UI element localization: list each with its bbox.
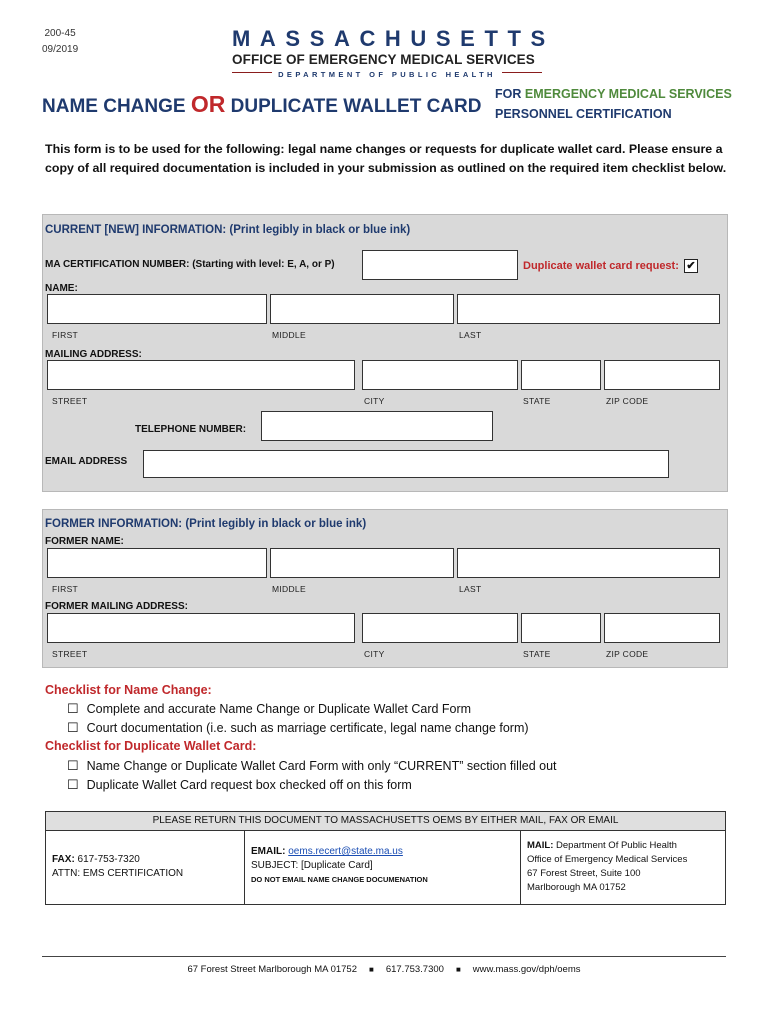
middle-name-input[interactable] [270,294,454,324]
first-name-caption: FIRST [52,330,79,340]
email-address-link[interactable]: oems.recert@state.ma.us [288,846,403,857]
former-last-caption: LAST [459,584,482,594]
zip-input[interactable] [604,360,720,390]
former-mailing-label: FORMER MAILING ADDRESS: [45,601,188,612]
fax-label: FAX: [52,854,75,865]
former-zip-caption: ZIP CODE [606,649,649,659]
cert-number-label: MA CERTIFICATION NUMBER: (Starting with level: E, A, or P) [45,259,335,270]
last-name-caption: LAST [459,330,482,340]
former-street-caption: STREET [52,649,88,659]
fax-column [46,830,244,904]
fax-attention: ATTN: EMS CERTIFICATION [52,868,184,879]
duplicate-request-checkbox[interactable]: ✔ [684,259,698,273]
current-info-heading: CURRENT [NEW] INFORMATION: (Print legibly in black or blue ink) [45,224,411,236]
return-heading: PLEASE RETURN THIS DOCUMENT TO MASSACHUSETTS OEMS BY EITHER MAIL, FAX OR EMAIL [46,812,725,831]
telephone-input[interactable] [261,411,493,441]
former-zip-input[interactable] [604,613,720,643]
duplicate-request-label: Duplicate wallet card request: [523,259,679,272]
checkbox-icon: ☐ [67,701,79,716]
email-label: EMAIL ADDRESS [45,456,128,467]
former-info-heading: FORMER INFORMATION: (Print legibly in black or blue ink) [45,518,367,530]
city-input[interactable] [362,360,518,390]
email-return-label: EMAIL: [251,846,286,857]
former-first-name-input[interactable] [47,548,267,578]
former-info-panel [42,509,728,668]
checkbox-icon: ☐ [67,720,79,735]
separator-icon: ■ [455,965,461,974]
intro-paragraph: This form is to be used for the following: legal name changes or requests for duplicate wallet card. Please ensure a copy of all required documentation is included in your submission as outlined on the required item checklist below. [45,142,727,175]
name-change-checklist-heading: Checklist for Name Change: [45,683,212,697]
return-instructions-table [45,811,726,905]
page-title: NAME CHANGE OR DUPLICATE WALLET CARD [42,91,482,117]
checkbox-icon: ☐ [67,777,79,792]
footer [42,964,726,975]
fax-number: 617-753-7320 [74,854,140,865]
form-code [42,26,78,58]
checklist-item: ☐ Court documentation (i.e. such as marriage certificate, legal name change form) [67,720,529,735]
form-number: 200-45 [44,28,76,39]
former-middle-caption: MIDDLE [272,584,306,594]
footer-website[interactable]: www.mass.gov/dph/oems [472,964,581,975]
name-label: NAME: [45,283,78,294]
duplicate-checklist-heading: Checklist for Duplicate Wallet Card: [45,739,257,753]
former-state-input[interactable] [521,613,601,643]
former-last-name-input[interactable] [457,548,720,578]
former-first-caption: FIRST [52,584,79,594]
middle-name-caption: MIDDLE [272,330,306,340]
duplicate-request [523,259,698,273]
email-subject: SUBJECT: [Duplicate Card] [251,860,373,871]
former-name-label: FORMER NAME: [45,536,124,547]
title-or: OR [190,91,226,117]
mail-column: MAIL: Department Of Public Health Office of Emergency Medical Services 67 Forest Street, Suite 100 Marlborough MA 01752 [520,830,725,904]
agency-department: DEPARTMENT OF PUBLIC HEALTH [232,70,542,79]
checkbox-icon: ☐ [67,758,79,773]
agency-state-logo: MASSACHUSETTS [232,26,555,51]
form-date: 09/2019 [42,44,79,55]
former-city-caption: CITY [364,649,385,659]
footer-address: 67 Forest Street Marlborough MA 01752 [187,964,357,975]
separator-icon: ■ [368,965,374,974]
telephone-label: TELEPHONE NUMBER: [135,424,247,435]
former-street-input[interactable] [47,613,355,643]
former-city-input[interactable] [362,613,518,643]
city-caption: CITY [364,396,385,406]
email-column [244,830,521,904]
zip-caption: ZIP CODE [606,396,649,406]
email-input[interactable] [143,450,669,478]
mailing-address-label: MAILING ADDRESS: [45,349,142,360]
street-caption: STREET [52,396,88,406]
page-subtitle: FOR EMERGENCY MEDICAL SERVICES PERSONNEL CERTIFICATION [495,87,732,121]
checklist-item: ☐ Duplicate Wallet Card request box checked off on this form [67,777,412,792]
former-middle-name-input[interactable] [270,548,454,578]
street-input[interactable] [47,360,355,390]
checklist-item: ☐ Complete and accurate Name Change or Duplicate Wallet Card Form [67,701,472,716]
former-state-caption: STATE [523,649,551,659]
agency-office: OFFICE OF EMERGENCY MEDICAL SERVICES [232,52,535,67]
state-input[interactable] [521,360,601,390]
first-name-input[interactable] [47,294,267,324]
mail-label: MAIL: [527,840,554,851]
footer-phone: 617.753.7300 [385,964,444,975]
checklist-item: ☐ Name Change or Duplicate Wallet Card Form with only “CURRENT” section filled out [67,758,557,773]
last-name-input[interactable] [457,294,720,324]
cert-number-input[interactable] [362,250,518,280]
email-warning: DO NOT EMAIL NAME CHANGE DOCUMENATION [251,875,428,884]
footer-divider [42,956,726,957]
state-caption: STATE [523,396,551,406]
